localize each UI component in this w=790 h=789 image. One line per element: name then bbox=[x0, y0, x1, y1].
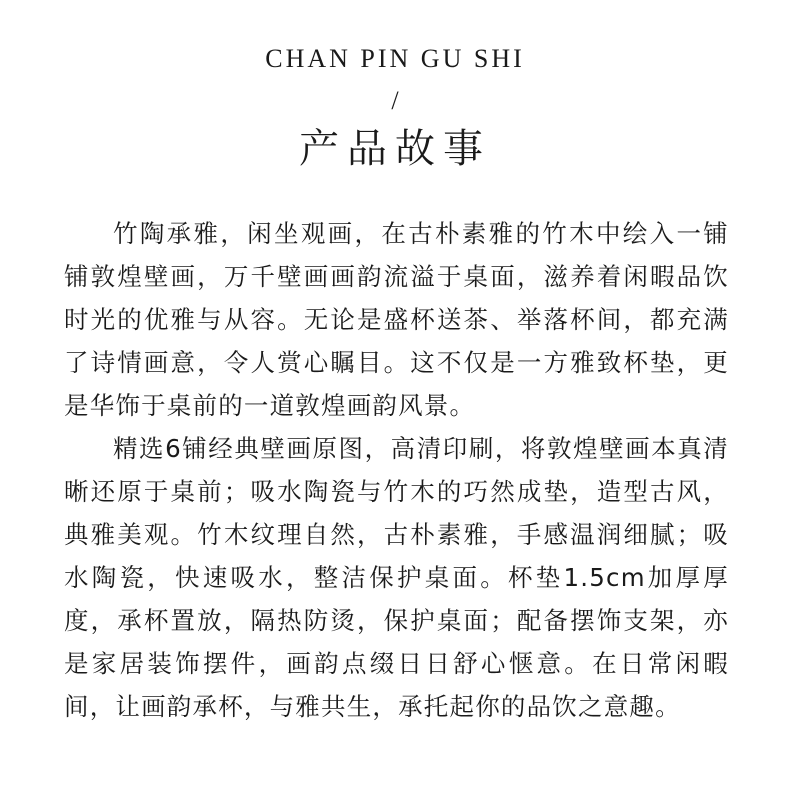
divider-slash: / bbox=[391, 86, 399, 115]
story-paragraph-1: 竹陶承雅，闲坐观画，在古朴素雅的竹木中绘入一铺铺敦煌壁画，万千壁画画韵流溢于桌面，滋养着闲暇品饮时光的优雅与从容。无论是盛杯送茶、举落杯间，都充满了诗情画意，令人赏心瞩目。这不仅是一方雅致杯垫，更是华饰于桌前的一道敦煌画韵风景。 bbox=[64, 219, 729, 420]
page-title: 产品故事 bbox=[299, 126, 491, 172]
pinyin-heading: CHAN PIN GU SHI bbox=[265, 44, 525, 73]
story-body bbox=[64, 212, 729, 728]
story-paragraph-2: 精选6铺经典壁画原图，高清印刷，将敦煌壁画本真清晰还原于桌前；吸水陶瓷与竹木的巧然成垫，造型古风，典雅美观。竹木纹理自然，古朴素雅，手感温润细腻；吸水陶瓷，快速吸水，整洁保护桌面。杯垫1.5cm加厚厚度，承杯置放，隔热防烫，保护桌面；配备摆饰支架，亦是家居装饰摆件，画韵点缀日日舒心惬意。在日常闲暇间，让画韵承杯，与雅共生，承托起你的品饮之意趣。 bbox=[64, 434, 729, 721]
